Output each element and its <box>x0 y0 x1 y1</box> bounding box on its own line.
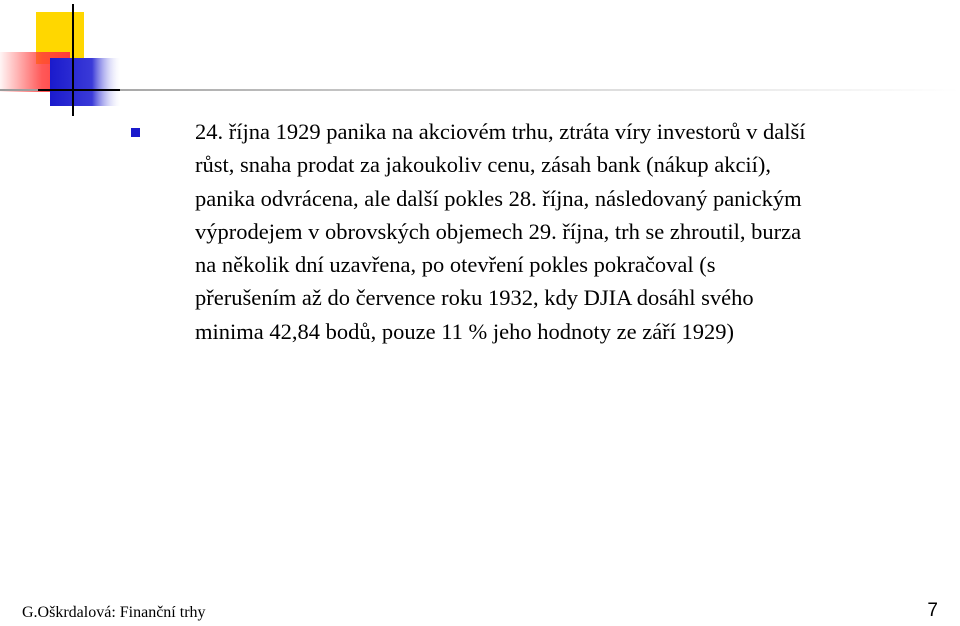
horizontal-rule <box>0 89 960 91</box>
page-number: 7 <box>927 600 938 621</box>
vertical-rule <box>72 4 74 116</box>
text-line: panika odvrácena, ale další pokles 28. října, následovaný panickým <box>195 185 802 211</box>
text-line: minima 42,84 bodů, pouze 11 % jeho hodnoty ze září 1929) <box>195 318 735 344</box>
bullet-text <box>195 115 950 348</box>
decorative-logo <box>0 0 960 120</box>
text-line: růst, snaha prodat za jakoukoliv cenu, zásah bank (nákup akcií), <box>195 152 772 178</box>
text-line: 24. října 1929 panika na akciovém trhu, ztráta víry investorů v další <box>195 119 806 144</box>
bullet-square <box>131 128 140 137</box>
text-line: výprodejem v obrovských objemech 29. října, trh se zhroutil, burza <box>195 218 802 244</box>
text-line: přerušením až do července roku 1932, kdy DJIA dosáhl svého <box>195 285 754 311</box>
horizontal-rule-black <box>38 89 120 91</box>
footer-author: G.Oškrdalová: Finanční trhy <box>22 604 206 621</box>
text-line: na několik dní uzavřena, po otevření pokles pokračoval (s <box>195 252 716 278</box>
blue-square <box>50 58 120 106</box>
